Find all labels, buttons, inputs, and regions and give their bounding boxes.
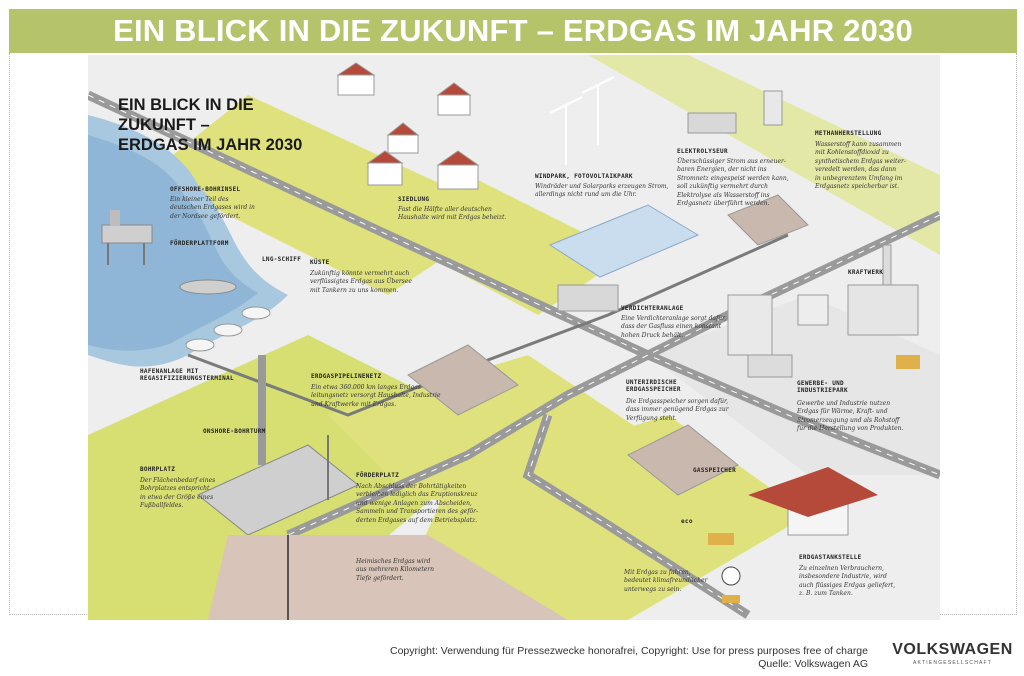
label-hafen: HAFENANLAGE MIT REGASIFIZIERUNGSTERMINAL (140, 368, 234, 382)
industry-building (728, 295, 772, 355)
label-kraftwerk: KRAFTWERK (848, 269, 884, 276)
lng-ship (180, 280, 236, 294)
label-methan: METHANHERSTELLUNG (815, 130, 882, 137)
text-tankstelle: Zu einzelnen Verbrauchern, insbesondere Industrie, wird auch flüssiges Erdgas geliefert, z. B. zum Tanken. (799, 565, 896, 598)
elektrolyseur-building (688, 113, 736, 133)
label-gasspeicher: GASSPEICHER (693, 467, 737, 474)
text-fahren: Mit Erdgas zu fahren, bedeutet klimafreundlicher unterwegs zu sein. (624, 569, 708, 593)
map-title-line2: ZUKUNFT – (118, 116, 210, 134)
text-speicher: Die Erdgasspeicher sorgen dafür, dass immer genügend Erdgas zur Verfügung steht. (626, 398, 729, 422)
source-text: Quelle: Volkswagen AG (758, 658, 868, 670)
text-gewerbe: Gewerbe und Industrie nutzen Erdgas für Wärme, Kraft- und Stromerzeugung und als Rohstoff für die Herstellung von Produkten. (797, 400, 904, 433)
map-title-line1: EIN BLICK IN DIE (118, 96, 254, 114)
map-title-line3: ERDGAS IM JAHR 2030 (118, 136, 303, 154)
label-siedlung: SIEDLUNG (398, 196, 430, 203)
car (722, 595, 740, 603)
text-windpark: Windräder und Solarparks erzeugen Strom, allerdings nicht rund um die Uhr. (535, 183, 669, 199)
logo-main-text: VOLKSWAGEN (892, 641, 1013, 658)
label-foerderplattform: FÖRDERPLATTFORM (170, 240, 229, 247)
label-speicher: UNTERIRDISCHE ERDGASSPEICHER (626, 379, 681, 393)
logo-sub-text: AKTIENGESELLSCHAFT (912, 660, 993, 666)
text-siedlung: Fast die Hälfte aller deutschen Haushalte wird mit Erdgas beheizt. (398, 206, 507, 222)
map-title (118, 95, 302, 155)
text-verdichter: Eine Verdichteranlage sorgt dafür, dass der Gasfluss einen konstant hohen Druck behält. (621, 315, 727, 339)
label-tankstelle: ERDGASTANKSTELLE (799, 554, 862, 561)
footer-copyright (390, 645, 868, 671)
text-bohrplatz: Der Flächenbedarf eines Bohrplatzes entspricht in etwa der Größe eines Fußballfeldes. (140, 477, 216, 510)
text-offshore: Ein kleiner Teil des deutschen Erdgases wird in der Nordsee gefördert. (170, 196, 255, 220)
eco-badge (722, 567, 740, 585)
volkswagen-logo (890, 641, 1015, 666)
text-heimisch: Heimisches Erdgas wird aus mehreren Kilometern Tiefe gefördert. (356, 558, 435, 582)
label-verdichter: VERDICHTERANLAGE (621, 305, 684, 312)
label-pipelinenetz: ERDGASPIPELINENETZ (311, 373, 382, 380)
label-foerderplatz: FÖRDERPLATZ (356, 472, 400, 479)
label-kueste: KÜSTE (310, 259, 330, 266)
text-methan: Wasserstoff kann zusammen mit Kohlenstoffdioxid zu synthetischem Erdgas weiter- veredelt werden, das dann in unbegrenztem Umfang im Erdgasnetz speicherbar ist. (815, 141, 906, 191)
label-gewerbe: GEWERBE- UND INDUSTRIEPARK (797, 380, 848, 394)
label-elektrolyseur: ELEKTROLYSEUR (677, 148, 728, 155)
text-kueste: Zukünftig könnte vermehrt auch verflüssigtes Erdgas aus Übersee mit Tankern zu uns kommen. (310, 270, 412, 294)
truck-kraftwerk (896, 355, 920, 369)
label-onshore: ONSHORE-BOHRTURM (203, 428, 266, 435)
text-foerderplatz: Nach Abschluss der Bohrtätigkeiten verbleiben lediglich das Eruptionskreuz und wenige Anlagen zum Abscheiden, Sammeln und Transportieren des geför- derten Erdgases auf dem Betriebsplatz. (356, 483, 479, 524)
text-pipelinenetz: Ein etwa 360.000 km langes Erdgas- leitungsnetz versorgt Haushalte, Industrie und Kraftwerke mit Erdgas. (311, 384, 441, 408)
truck (708, 533, 734, 545)
copyright-text: Copyright: Verwendung für Pressezwecke honorafrei, Copyright: Use for press purposes free of charge (390, 645, 868, 657)
label-bohrplatz: BOHRPLATZ (140, 466, 176, 473)
text-elektrolyseur: Überschüssiger Strom aus erneuer- baren Energien, der nicht ins Stromnetz eingespeist werden kann, soll zukünftig vermehrt durch Elektrolyse als Wasserstoff ins Erdgasnetz überführt werden. (677, 158, 789, 208)
label-lng: LNG-SCHIFF (262, 256, 302, 263)
label-windpark: WINDPARK, FOTOVOLTAIKPARK (535, 173, 633, 180)
methan-tower (764, 91, 782, 125)
verdichter-building (558, 285, 618, 311)
eco-badge-label: eco (681, 518, 693, 525)
banner-title: EIN BLICK IN DIE ZUKUNFT – ERDGAS IM JAHR 2030 (9, 9, 1017, 53)
label-offshore: OFFSHORE-BOHRINSEL (170, 186, 241, 193)
